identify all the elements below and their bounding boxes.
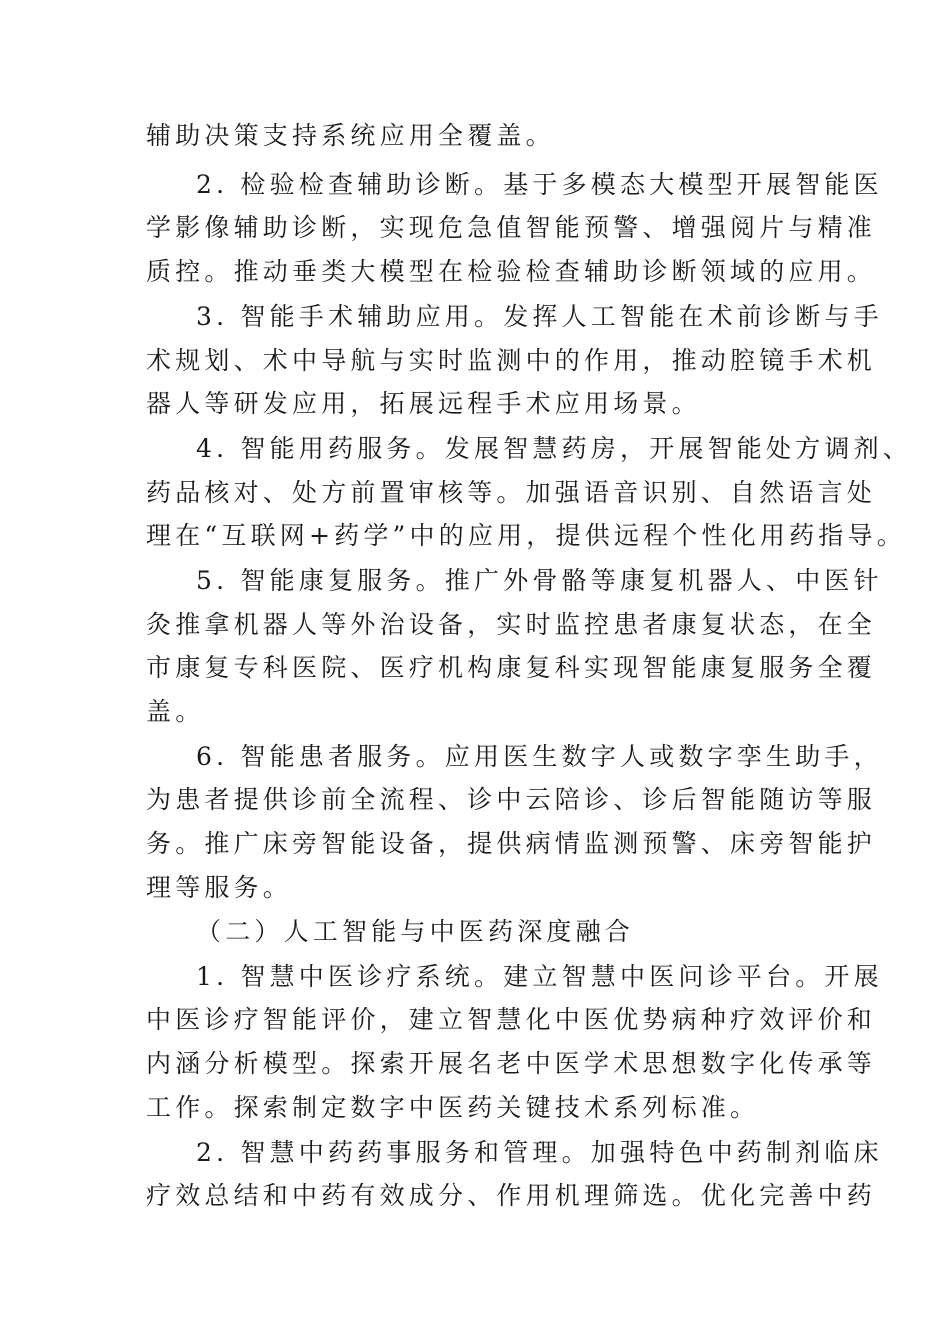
body-text-line: 学影像辅助诊断，实现危急值智能预警、增强阅片与精准 bbox=[146, 213, 877, 242]
body-text-line: 为患者提供诊前全流程、诊中云陪诊、诊后智能随访等服 bbox=[146, 785, 877, 814]
paragraph-first-line: 2. 智慧中药药事服务和管理。加强特色中药制剂临床 bbox=[196, 1138, 883, 1167]
body-text-line: 内涵分析模型。探索开展名老中医学术思想数字化传承等 bbox=[146, 1049, 877, 1078]
paragraph-first-line: 3. 智能手术辅助应用。发挥人工智能在术前诊断与手 bbox=[196, 302, 883, 331]
paragraph-first-line: 1. 智慧中医诊疗系统。建立智慧中医问诊平台。开展 bbox=[196, 962, 883, 991]
paragraph-first-line: 4. 智能用药服务。发展智慧药房，开展智能处方调剂、 bbox=[196, 434, 913, 463]
body-text-line: 疗效总结和中药有效成分、作用机理筛选。优化完善中药 bbox=[146, 1181, 877, 1210]
section-heading: （二）人工智能与中医药深度融合 bbox=[196, 917, 635, 946]
body-text-line: 工作。探索制定数字中医药关键技术系列标准。 bbox=[146, 1093, 760, 1122]
body-text-line: 术规划、术中导航与实时监测中的作用，推动腔镜手术机 bbox=[146, 346, 877, 375]
body-text-line: 器人等研发应用，拓展远程手术应用场景。 bbox=[146, 389, 701, 418]
body-text-line: 辅助决策支持系统应用全覆盖。 bbox=[146, 121, 555, 150]
body-text-line: 药品核对、处方前置审核等。加强语音识别、自然语言处 bbox=[146, 478, 877, 507]
body-text-line: 理在“互联网+药学”中的应用，提供远程个性化用药指导。 bbox=[146, 521, 906, 550]
body-text-line: 质控。推动垂类大模型在检验检查辅助诊断领域的应用。 bbox=[146, 257, 877, 286]
body-text-line: 理等服务。 bbox=[146, 873, 293, 902]
paragraph-first-line: 6. 智能患者服务。应用医生数字人或数字孪生助手， bbox=[196, 742, 883, 771]
paragraph-first-line: 5. 智能康复服务。推广外骨骼等康复机器人、中医针 bbox=[196, 566, 883, 595]
body-text-line: 灸推拿机器人等外治设备，实时监控患者康复状态，在全 bbox=[146, 610, 877, 639]
body-text-line: 盖。 bbox=[146, 697, 205, 726]
body-text-line: 务。推广床旁智能设备，提供病情监测预警、床旁智能护 bbox=[146, 829, 877, 858]
body-text-line: 市康复专科医院、医疗机构康复科实现智能康复服务全覆 bbox=[146, 653, 877, 682]
body-text-line: 中医诊疗智能评价，建立智慧化中医优势病种疗效评价和 bbox=[146, 1005, 877, 1034]
paragraph-first-line: 2. 检验检查辅助诊断。基于多模态大模型开展智能医 bbox=[196, 170, 883, 199]
